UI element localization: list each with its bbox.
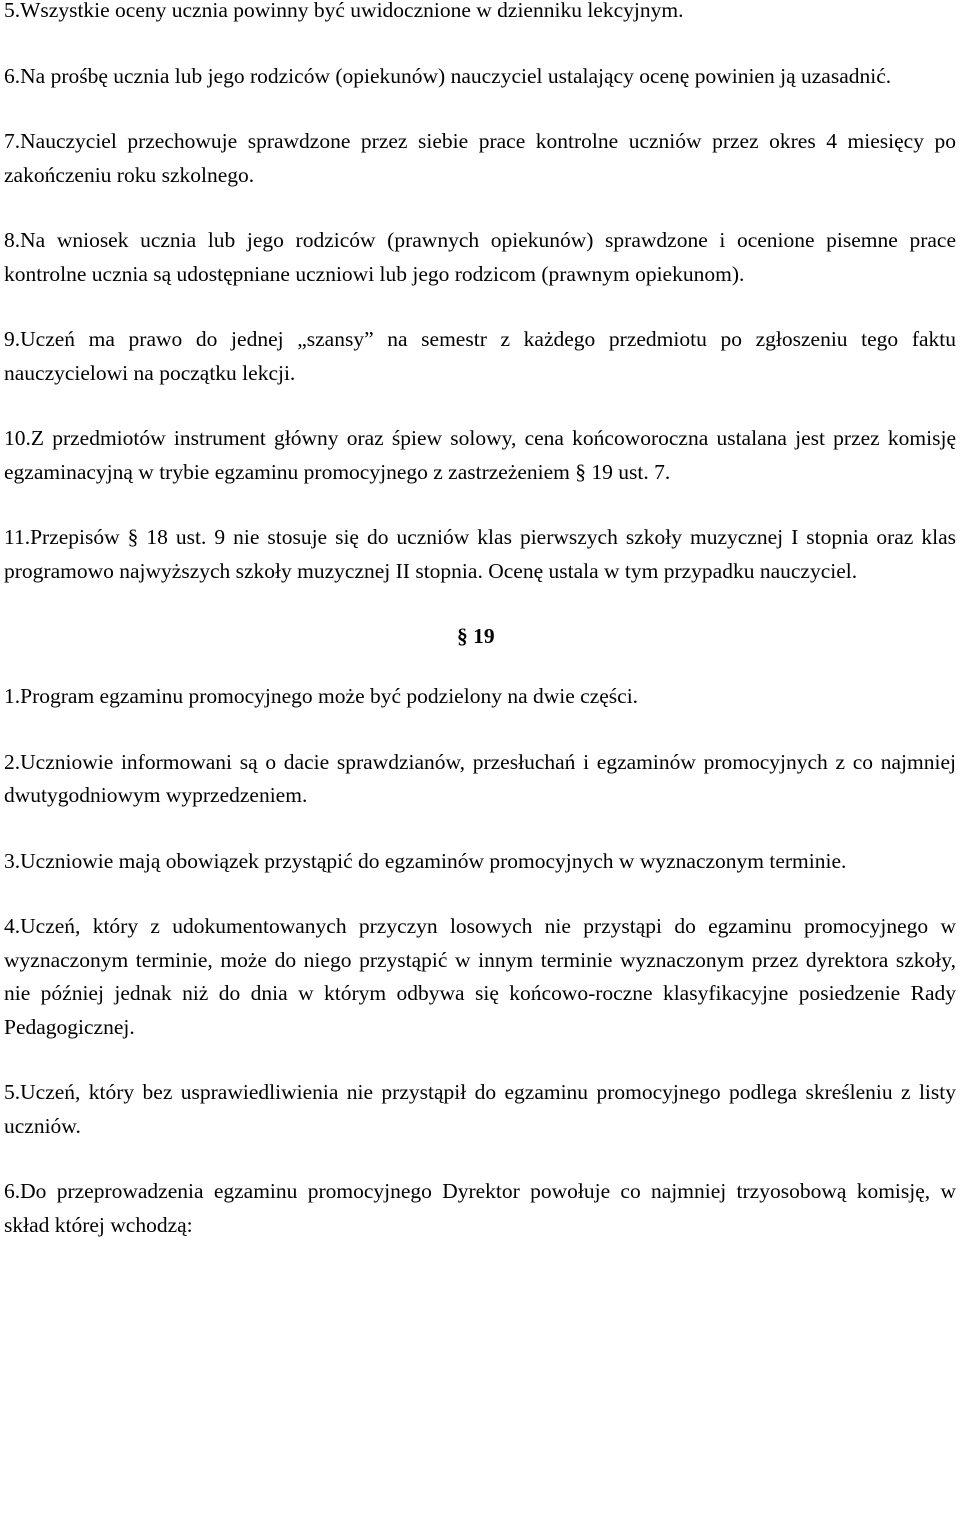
paragraph-11: 11.Przepisów § 18 ust. 9 nie stosuje się do uczniów klas pierwszych szkoły muzycznej I stopnia oraz klas programowo najwyższych szkoły muzycznej II stopnia. Ocenę ustala w tym przypadku nauczyciel.	[4, 525, 956, 583]
section-paragraph-4: 4.Uczeń, który z udokumentowanych przyczyn losowych nie przystąpi do egzaminu promocyjnego w wyznaczonym terminie, może do niego przystąpić w innym terminie wyznaczonym przez dyrektora szkoły, nie później jednak niż do dnia w którym odbywa się końcowo-roczne klasyfikacyjne posiedzenie Rady Pedagogicznej.	[4, 914, 956, 1039]
section-paragraph-3: 3.Uczniowie mają obowiązek przystąpić do egzaminów promocyjnych w wyznaczonym terminie.	[4, 848, 847, 873]
paragraph-5: 5.Wszystkie oceny ucznia powinny być uwidocznione w dzienniku lekcyjnym.	[4, 0, 684, 22]
paragraph-6: 6.Na prośbę ucznia lub jego rodziców (opiekunów) nauczyciel ustalający ocenę powinien ją uzasadnić.	[4, 63, 892, 88]
paragraph-10: 10.Z przedmiotów instrument główny oraz śpiew solowy, cena końcoworoczna ustalana jest przez komisję egzaminacyjną w trybie egzaminu promocyjnego z zastrzeżeniem § 19 ust. 7.	[4, 426, 956, 484]
section-paragraph-2: 2.Uczniowie informowani są o dacie sprawdzianów, przesłuchań i egzaminów promocyjnych z co najmniej dwutygodniowym wyprzedzeniem.	[4, 749, 956, 807]
paragraph-9: 9.Uczeń ma prawo do jednej „szansy” na semestr z każdego przedmiotu po zgłoszeniu tego faktu nauczycielowi na początku lekcji.	[4, 327, 956, 385]
section-paragraph-6: 6.Do przeprowadzenia egzaminu promocyjnego Dyrektor powołuje co najmniej trzyosobową komisję, w skład której wchodzą:	[4, 1179, 956, 1237]
section-paragraph-1: 1.Program egzaminu promocyjnego może być podzielony na dwie części.	[4, 684, 639, 708]
document-page	[4, 0, 956, 1242]
paragraph-7: 7.Nauczyciel przechowuje sprawdzone przez siebie prace kontrolne uczniów przez okres 4 miesięcy po zakończeniu roku szkolnego.	[4, 129, 956, 187]
section-heading: § 19	[457, 624, 495, 648]
section-paragraph-5: 5.Uczeń, który bez usprawiedliwienia nie przystąpił do egzaminu promocyjnego podlega skreśleniu z listy uczniów.	[4, 1080, 956, 1138]
paragraph-8: 8.Na wniosek ucznia lub jego rodziców (prawnych opiekunów) sprawdzone i ocenione pisemne prace kontrolne ucznia są udostępniane uczniowi lub jego rodzicom (prawnym opiekunom).	[4, 228, 956, 286]
